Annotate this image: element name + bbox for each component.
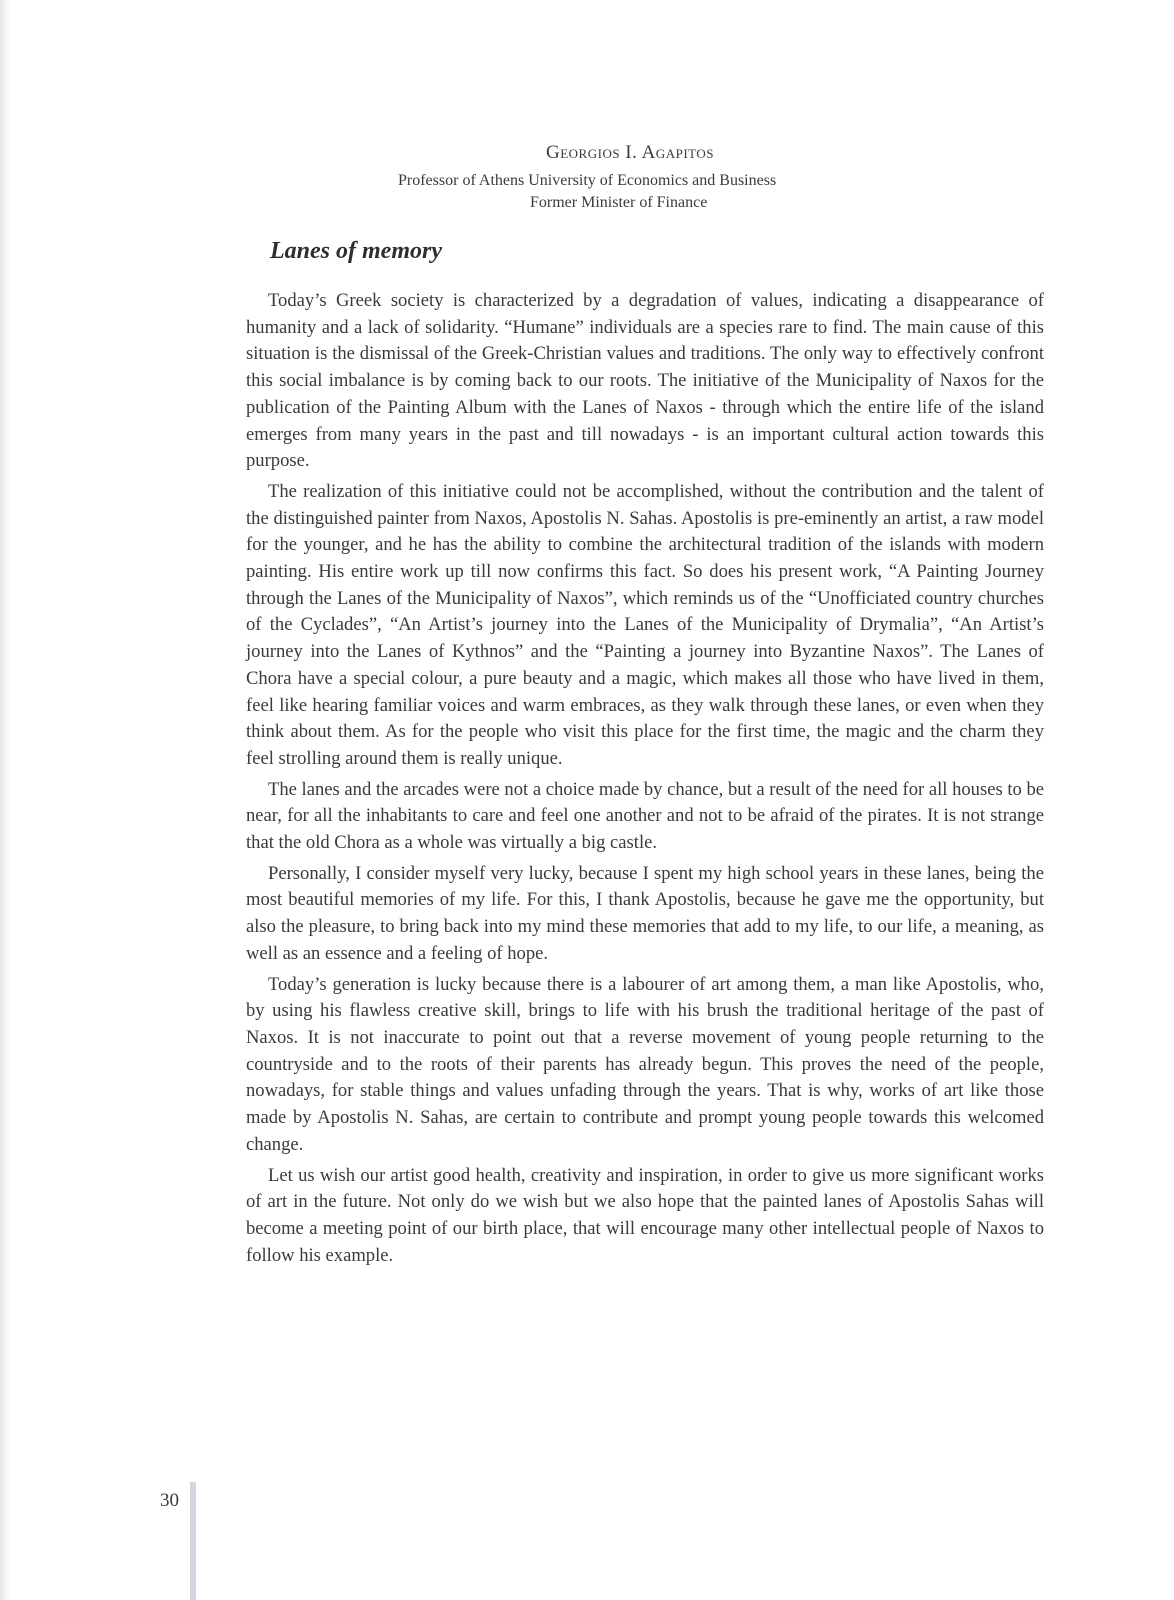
author-name: Georgios I. Agapitos: [546, 142, 714, 163]
article-body: [246, 288, 1044, 1273]
author-position-2: Former Minister of Finance: [530, 194, 708, 211]
paragraph-4: Personally, I consider myself very lucky, because I spent my high school years in these lanes, being the most beautiful memories of my life. For this, I thank Apostolis, because he gave me the opportunity, but also the pleasure, to bring back into my mind these memories that add to my life, to our life, a meaning, as well as an essence and a feeling of hope.: [246, 862, 1044, 964]
paragraph-2: The realization of this initiative could not be accomplished, without the contribution and the talent of the distinguished painter from Naxos, Apostolis N. Sahas. Apostolis is pre-eminently an artist, a raw model for the younger, and he has the ability to combine the architectural tradition of the islands with modern painting. His entire work up till now confirms this fact. So does his present work, “A Painting Journey through the Lanes of the Municipality of Naxos”, which reminds us of the “Unofficiated country churches of the Cyclades”, “An Artist’s journey into the Lanes of the Municipality of Drymalia”, “An Artist’s journey into the Lanes of Kythnos” and the “Painting a journey into Byzantine Naxos”. The Lanes of Chora have a special colour, a pure beauty and a magic, which makes all those who have lived in them, feel like hearing familiar voices and warm embraces, as they walk through these lanes, or even when they think about them. As for the people who visit this place for the first time, the magic and the charm they feel strolling around them is really unique.: [246, 480, 1044, 769]
page-gutter-bar: [190, 1482, 196, 1600]
article-title: Lanes of memory: [270, 238, 442, 264]
paragraph-3: The lanes and the arcades were not a choice made by chance, but a result of the need for all houses to be near, for all the inhabitants to care and feel one another and not to be afraid of the pirates. It is not strange that the old Chora as a whole was virtually a big castle.: [246, 778, 1044, 854]
paragraph-5: Today’s generation is lucky because there is a labourer of art among them, a man like Apostolis, who, by using his flawless creative skill, brings to life with his brush the traditional heritage of the past of Naxos. It is not inaccurate to point out that a reverse movement of young people returning to the countryside and to the roots of their parents has already begun. This proves the need of the people, nowadays, for stable things and values unfading through the years. That is why, works of art like those made by Apostolis N. Sahas, are certain to contribute and prompt young people towards this welcomed change.: [246, 973, 1044, 1155]
author-position-1: Professor of Athens University of Economics and Business: [398, 172, 777, 189]
paragraph-6: Let us wish our artist good health, creativity and inspiration, in order to give us more significant works of art in the future. Not only do we wish but we also hope that the painted lanes of Apostolis Sahas will become a meeting point of our birth place, that will encourage many other intellectual people of Naxos to follow his example.: [246, 1164, 1044, 1266]
page-number: 30: [160, 1490, 179, 1511]
page-left-edge-shadow: [0, 0, 10, 1600]
paragraph-1: Today’s Greek society is characterized by a degradation of values, indicating a disappearance of humanity and a lack of solidarity. “Humane” individuals are a species rare to find. The main cause of this situation is the dismissal of the Greek-Christian values and traditions. The only way to effectively confront this social imbalance is by coming back to our roots. The initiative of the Municipality of Naxos for the publication of the Painting Album with the Lanes of Naxos - through which the entire life of the island emerges from many years in the past and till nowadays - is an important cultural action towards this purpose.: [246, 290, 1044, 472]
